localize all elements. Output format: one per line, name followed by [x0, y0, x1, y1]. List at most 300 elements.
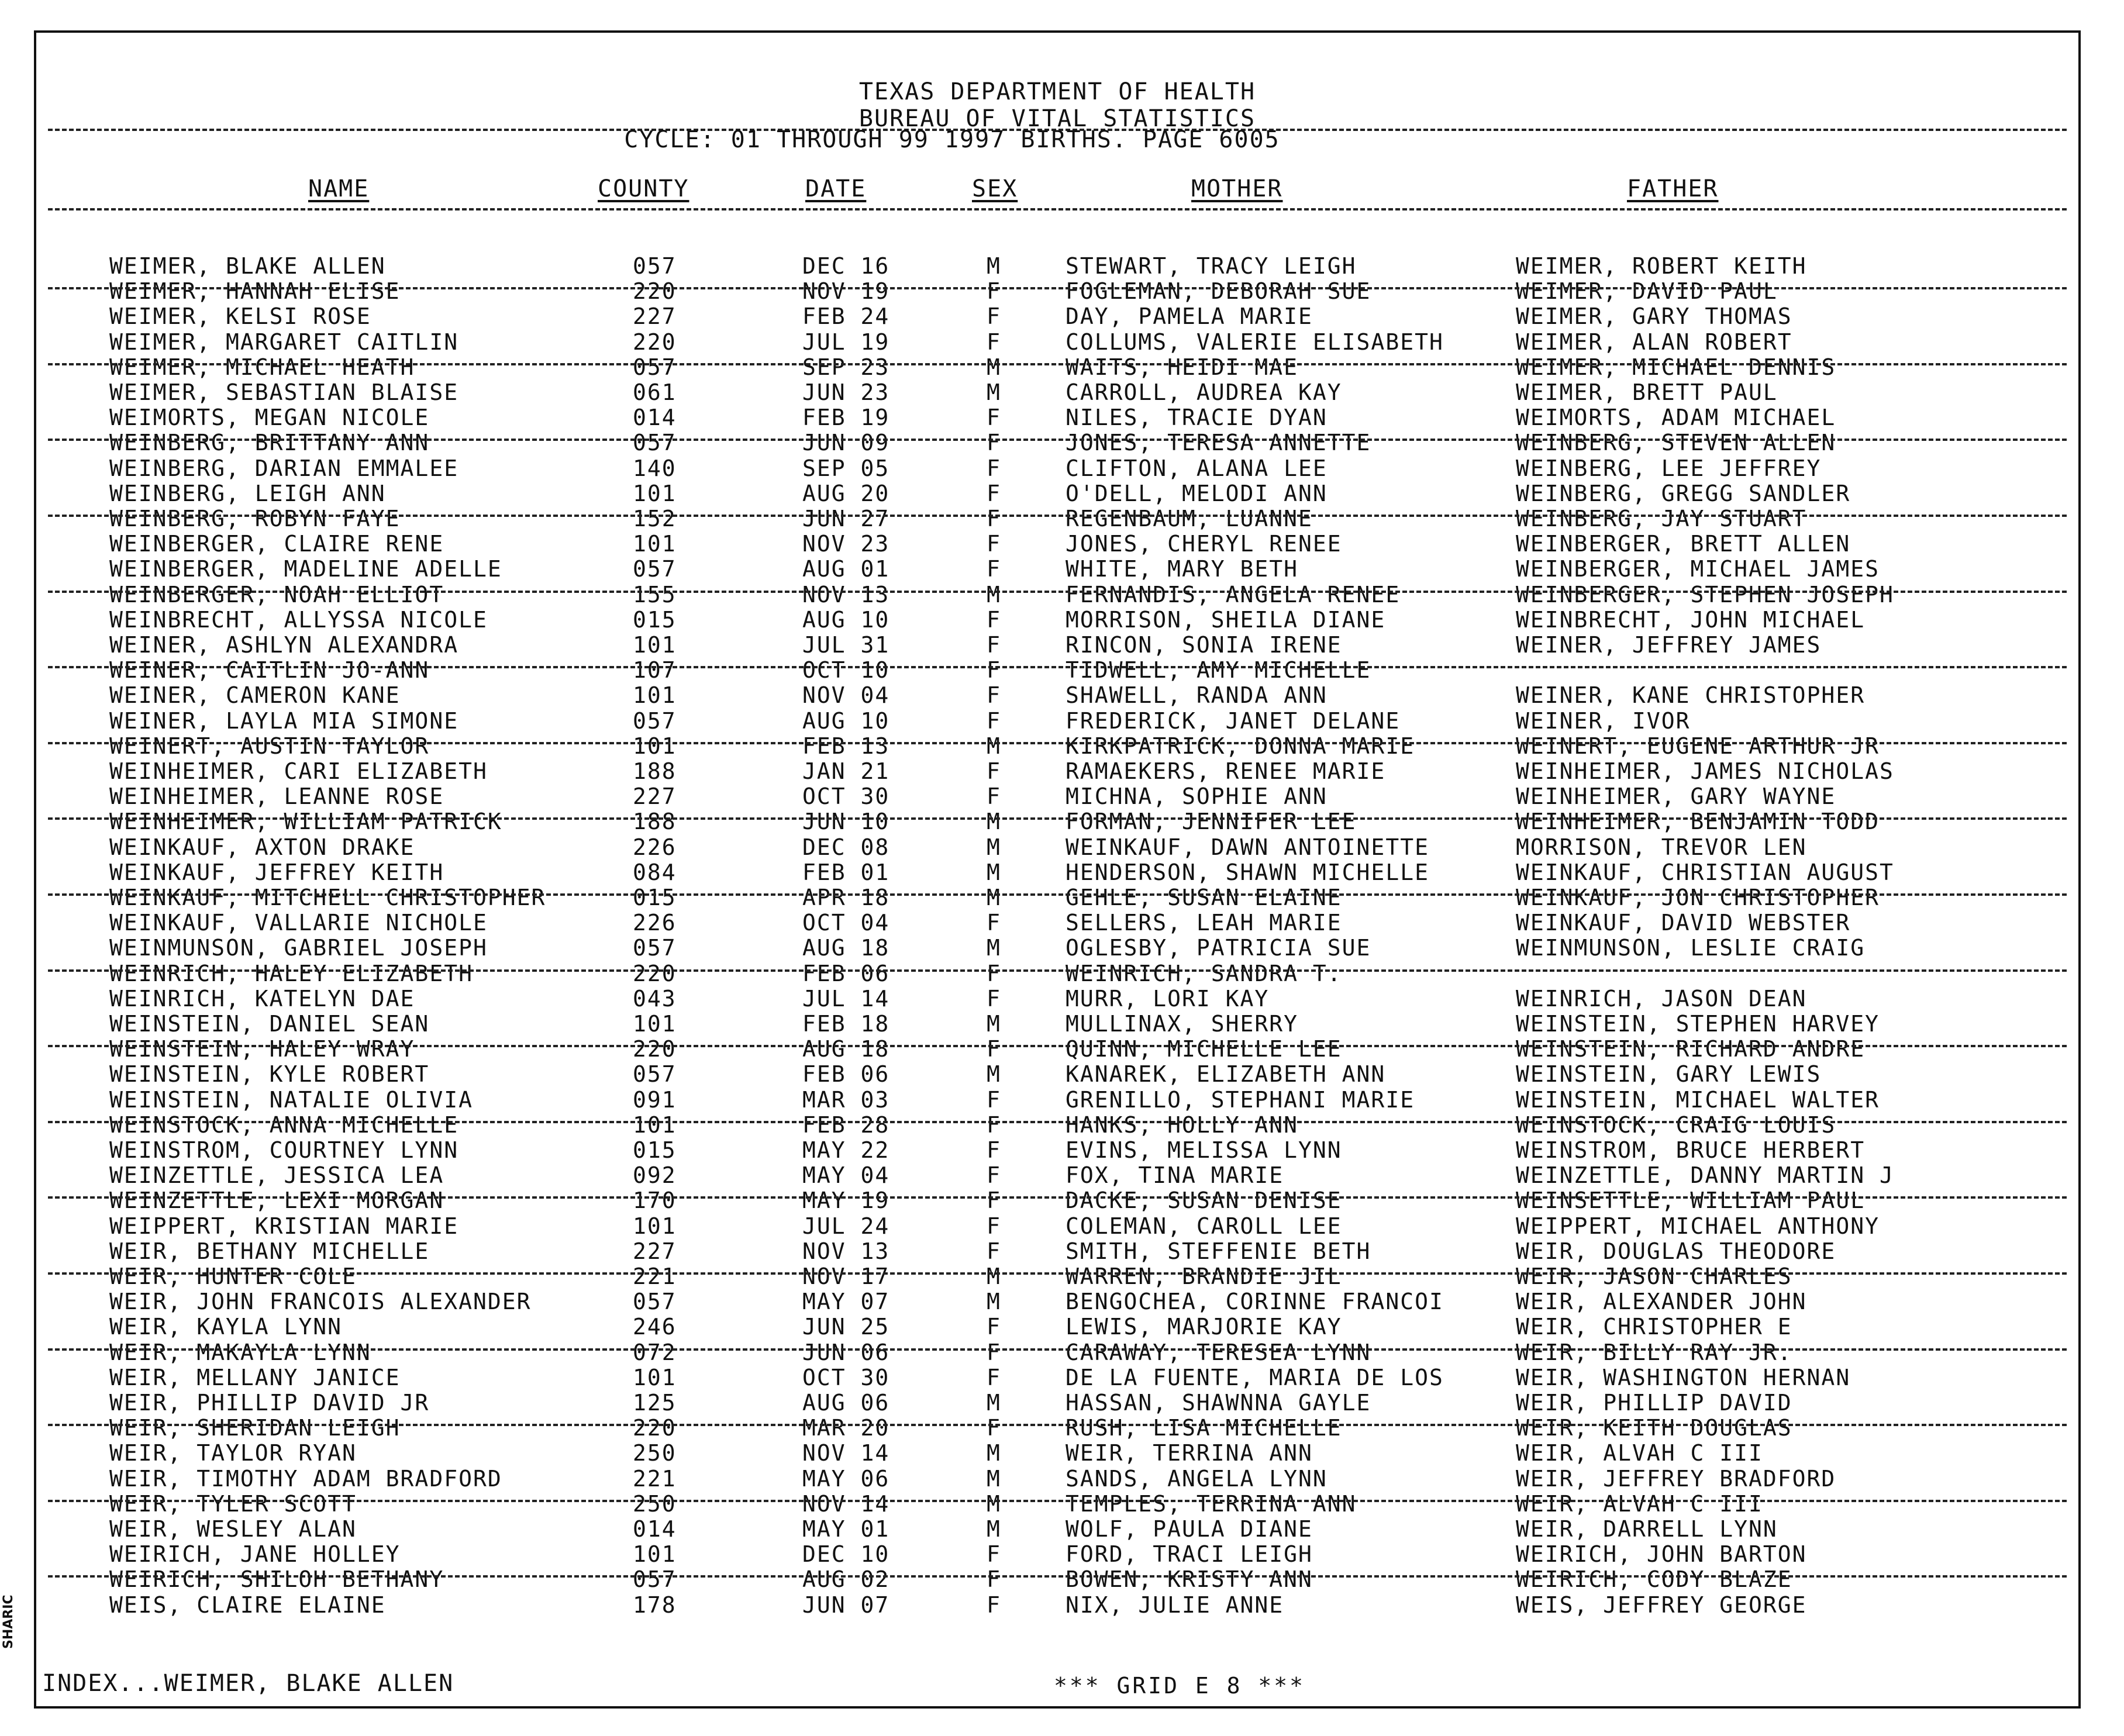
cell-sex: F — [987, 455, 1001, 481]
cell-father: WEINBERGER, MICHAEL JAMES — [1516, 556, 1880, 582]
cell-sex: F — [987, 784, 1001, 810]
cell-county: 250 — [633, 1490, 677, 1517]
cell-name: WEIR, JOHN FRANCOIS ALEXANDER — [109, 1289, 532, 1315]
cell-mother: TIDWELL, AMY MICHELLE — [1066, 657, 1371, 684]
table-row — [36, 481, 2078, 506]
cell-date: AUG 10 — [802, 606, 890, 633]
cell-name: WEINHEIMER, CARI ELIZABETH — [109, 758, 488, 784]
cell-sex: F — [987, 758, 1001, 784]
cell-county: 015 — [633, 885, 677, 910]
table-row — [36, 608, 2078, 633]
cell-sex: F — [987, 430, 1001, 456]
cell-county: 152 — [633, 506, 677, 532]
col-sex: SEX — [972, 175, 1018, 202]
table-row — [36, 1012, 2078, 1037]
cell-father: WEIR, WASHINGTON HERNAN — [1516, 1364, 1851, 1390]
cell-father: WEINSTEIN, STEPHEN HARVEY — [1516, 1011, 1880, 1037]
cell-father: WEIS, JEFFREY GEORGE — [1516, 1592, 1807, 1618]
cell-county: 057 — [633, 556, 677, 582]
cell-father: WEINER, IVOR — [1516, 707, 1691, 734]
cell-name: WEINKAUF, AXTON DRAKE — [109, 834, 415, 860]
col-county: COUNTY — [598, 175, 689, 202]
cell-date: NOV 23 — [802, 531, 890, 557]
cell-name: WEINSTEIN, KYLE ROBERT — [109, 1061, 430, 1088]
cell-date: AUG 01 — [802, 556, 890, 582]
cell-name: WEIR, WESLEY ALAN — [109, 1516, 357, 1542]
cell-sex: F — [987, 278, 1001, 305]
cell-name: WEINSTROM, COURTNEY LYNN — [109, 1137, 459, 1163]
cell-county: 188 — [633, 758, 677, 784]
table-row — [36, 405, 2078, 430]
table-row — [36, 986, 2078, 1012]
table-row — [36, 582, 2078, 608]
table-row — [36, 1365, 2078, 1390]
cell-mother: RUSH, LISA MICHELLE — [1066, 1415, 1342, 1441]
cell-father: WEINSTEIN, MICHAEL WALTER — [1516, 1086, 1880, 1113]
table-row — [36, 1088, 2078, 1113]
cell-name: WEIMER, BLAKE ALLEN — [109, 253, 386, 279]
cell-sex: F — [987, 329, 1001, 355]
document-frame — [34, 30, 2081, 1709]
cell-date: AUG 18 — [802, 1036, 890, 1062]
cell-county: 220 — [633, 960, 677, 986]
cell-mother: WEINRICH, SANDRA T. — [1066, 960, 1342, 986]
cell-name: WEINRICH, KATELYN DAE — [109, 985, 415, 1012]
cell-father: WEIMER, ALAN ROBERT — [1516, 329, 1792, 355]
cell-date: OCT 30 — [802, 784, 890, 810]
table-row — [36, 961, 2078, 986]
cell-sex: F — [987, 1112, 1001, 1138]
cell-mother: WARREN, BRANDIE JIL — [1066, 1264, 1342, 1289]
table-row — [36, 885, 2078, 910]
cell-father: WEIMER, BRETT PAUL — [1516, 379, 1778, 405]
cell-mother: LEWIS, MARJORIE KAY — [1066, 1314, 1342, 1340]
cell-county: 226 — [633, 910, 677, 936]
cell-father: WEINERT, EUGENE ARTHUR JR — [1516, 733, 1880, 759]
cell-father: WEIR, PHILLIP DAVID — [1516, 1390, 1792, 1416]
cell-mother: MORRISON, SHEILA DIANE — [1066, 606, 1386, 633]
table-row — [36, 1289, 2078, 1314]
cell-county: 057 — [633, 354, 677, 380]
col-mother: MOTHER — [1191, 175, 1283, 202]
cell-father: WEINZETTLE, DANNY MARTIN J — [1516, 1162, 1894, 1189]
cell-sex: F — [987, 606, 1001, 633]
cell-county: 092 — [633, 1162, 677, 1189]
cell-mother: HENDERSON, SHAWN MICHELLE — [1066, 859, 1429, 885]
cell-sex: F — [987, 1592, 1001, 1618]
cell-date: JUN 27 — [802, 506, 890, 532]
table-row — [36, 1492, 2078, 1517]
side-mark: SHARIC — [1, 1595, 16, 1649]
cell-mother: NILES, TRACIE DYAN — [1066, 405, 1328, 431]
cell-county: 014 — [633, 405, 677, 431]
table-row — [36, 1239, 2078, 1264]
cell-date: AUG 10 — [802, 707, 890, 734]
cell-date: JUN 09 — [802, 430, 890, 456]
cell-sex: M — [987, 733, 1001, 759]
cell-father: WEINBERGER, STEPHEN JOSEPH — [1516, 581, 1894, 608]
cell-date: FEB 06 — [802, 1061, 890, 1088]
cell-mother: RAMAEKERS, RENEE MARIE — [1066, 758, 1386, 784]
cell-name: WEINBERGER, MADELINE ADELLE — [109, 556, 502, 582]
cell-county: 057 — [633, 430, 677, 456]
cell-date: FEB 18 — [802, 1011, 890, 1037]
cell-county: 057 — [633, 707, 677, 734]
cell-mother: KIRKPATRICK, DONNA MARIE — [1066, 733, 1415, 759]
cell-father: WEINSETTLE, WILLIAM PAUL — [1516, 1188, 1866, 1214]
cell-father: WEINER, KANE CHRISTOPHER — [1516, 682, 1866, 709]
cell-mother: O'DELL, MELODI ANN — [1066, 480, 1328, 506]
cell-name: WEINHEIMER, WILLIAM PATRICK — [109, 809, 502, 835]
cell-county: 057 — [633, 1289, 677, 1315]
cell-name: WEINER, ASHLYN ALEXANDRA — [109, 632, 459, 658]
cell-mother: MICHNA, SOPHIE ANN — [1066, 784, 1328, 810]
cell-name: WEINSTEIN, NATALIE OLIVIA — [109, 1086, 473, 1113]
cell-date: JUN 23 — [802, 379, 890, 405]
cell-county: 072 — [633, 1339, 677, 1365]
col-father: FATHER — [1627, 175, 1719, 202]
cell-father: WEIRICH, CODY BLAZE — [1516, 1566, 1792, 1593]
cell-mother: FREDERICK, JANET DELANE — [1066, 707, 1401, 734]
cell-sex: M — [987, 1390, 1001, 1416]
cell-mother: NIX, JULIE ANNE — [1066, 1592, 1284, 1618]
cell-mother: FOGLEMAN, DEBORAH SUE — [1066, 278, 1371, 305]
cell-date: JUL 24 — [802, 1213, 890, 1239]
table-row — [36, 456, 2078, 481]
cell-sex: M — [987, 1289, 1001, 1315]
cell-county: 061 — [633, 379, 677, 405]
cell-father: WEIR, DARRELL LYNN — [1516, 1516, 1778, 1542]
cell-date: APR 18 — [802, 885, 890, 910]
table-row — [36, 1441, 2078, 1466]
cell-county: 101 — [633, 682, 677, 709]
cell-date: MAR 20 — [802, 1415, 890, 1441]
cell-sex: F — [987, 1086, 1001, 1113]
cell-date: JUL 14 — [802, 985, 890, 1012]
cell-name: WEINSTEIN, DANIEL SEAN — [109, 1011, 430, 1037]
cell-mother: BENGOCHEA, CORINNE FRANCOI — [1066, 1289, 1444, 1315]
cell-sex: M — [987, 885, 1001, 910]
cell-county: 057 — [633, 1566, 677, 1593]
cell-sex: F — [987, 1137, 1001, 1163]
cell-county: 220 — [633, 329, 677, 355]
cell-mother: KANAREK, ELIZABETH ANN — [1066, 1061, 1386, 1088]
cell-mother: BOWEN, KRISTY ANN — [1066, 1566, 1313, 1593]
cell-sex: F — [987, 506, 1001, 532]
cell-sex: F — [987, 1566, 1001, 1593]
cell-date: NOV 19 — [802, 278, 890, 305]
cell-name: WEIPPERT, KRISTIAN MARIE — [109, 1213, 459, 1239]
cell-name: WEINZETTLE, JESSICA LEA — [109, 1162, 444, 1189]
cell-name: WEINBERG, DARIAN EMMALEE — [109, 455, 459, 481]
cell-county: 084 — [633, 859, 677, 885]
cell-name: WEIRICH, JANE HOLLEY — [109, 1541, 401, 1568]
cell-mother: SMITH, STEFFENIE BETH — [1066, 1238, 1371, 1264]
table-row — [36, 835, 2078, 860]
cell-county: 043 — [633, 985, 677, 1012]
cell-county: 226 — [633, 834, 677, 860]
cell-father: WEIR, JASON CHARLES — [1516, 1264, 1792, 1289]
cell-sex: F — [987, 531, 1001, 557]
cell-date: AUG 06 — [802, 1390, 890, 1416]
cell-county: 227 — [633, 303, 677, 330]
cell-mother: WAITS, HEIDI MAE — [1066, 354, 1299, 380]
table-row — [36, 809, 2078, 834]
cell-name: WEIS, CLAIRE ELAINE — [109, 1592, 386, 1618]
cell-mother: FORMAN, JENNIFER LEE — [1066, 809, 1357, 835]
cell-county: 101 — [633, 632, 677, 658]
cell-father: WEINKAUF, CHRISTIAN AUGUST — [1516, 859, 1894, 885]
cell-name: WEINSTOCK, ANNA MICHELLE — [109, 1112, 459, 1138]
cell-date: MAY 04 — [802, 1162, 890, 1189]
cell-mother: EVINS, MELISSA LYNN — [1066, 1137, 1342, 1163]
cell-name: WEIR, TYLER SCOTT — [109, 1490, 357, 1517]
cell-mother: DAY, PAMELA MARIE — [1066, 303, 1313, 330]
table-row — [36, 658, 2078, 683]
cell-mother: WOLF, PAULA DIANE — [1066, 1516, 1313, 1542]
table-row — [36, 633, 2078, 658]
cell-name: WEINSTEIN, HALEY WRAY — [109, 1036, 415, 1062]
table-row — [36, 380, 2078, 405]
table-row — [36, 709, 2078, 734]
cell-father: WEINSTEIN, GARY LEWIS — [1516, 1061, 1822, 1088]
cell-sex: F — [987, 303, 1001, 330]
table-row — [36, 532, 2078, 557]
cell-mother: SELLERS, LEAH MARIE — [1066, 910, 1342, 936]
cell-father: WEINBERGER, BRETT ALLEN — [1516, 531, 1851, 557]
cell-date: OCT 04 — [802, 910, 890, 936]
cell-name: WEIR, MELLANY JANICE — [109, 1364, 401, 1390]
cell-sex: M — [987, 834, 1001, 860]
cell-county: 057 — [633, 1061, 677, 1088]
cell-name: WEINBERG, ROBYN FAYE — [109, 506, 401, 532]
cell-date: NOV 13 — [802, 1238, 890, 1264]
cell-name: WEINBERGER, NOAH ELLIOT — [109, 581, 444, 608]
cell-name: WEIMER, HANNAH ELISE — [109, 278, 401, 305]
cell-mother: TEMPLES, TERRINA ANN — [1066, 1490, 1357, 1517]
cell-sex: M — [987, 253, 1001, 279]
cell-date: MAR 03 — [802, 1086, 890, 1113]
cell-name: WEINERT, AUSTIN TAYLOR — [109, 733, 430, 759]
table-row — [36, 1416, 2078, 1441]
cell-sex: F — [987, 1364, 1001, 1390]
cell-father: WEIMER, DAVID PAUL — [1516, 278, 1778, 305]
cell-date: JUN 10 — [802, 809, 890, 835]
cell-county: 246 — [633, 1314, 677, 1340]
table-row — [36, 1314, 2078, 1340]
cell-date: FEB 19 — [802, 405, 890, 431]
table-row — [36, 784, 2078, 809]
cell-date: JUN 06 — [802, 1339, 890, 1365]
cell-father: WEINSTOCK, CRAIG LOUIS — [1516, 1112, 1836, 1138]
cell-name: WEIR, TAYLOR RYAN — [109, 1440, 357, 1466]
cell-mother: WHITE, MARY BETH — [1066, 556, 1299, 582]
cell-name: WEINER, CAITLIN JO-ANN — [109, 657, 430, 684]
cell-county: 057 — [633, 253, 677, 279]
cell-mother: FOX, TINA MARIE — [1066, 1162, 1284, 1189]
cell-name: WEINER, CAMERON KANE — [109, 682, 401, 709]
cell-name: WEIR, KAYLA LYNN — [109, 1314, 343, 1340]
table-row — [36, 1062, 2078, 1087]
cell-father: WEIRICH, JOHN BARTON — [1516, 1541, 1807, 1568]
cell-name: WEINKAUF, JEFFREY KEITH — [109, 859, 444, 885]
cell-name: WEINKAUF, VALLARIE NICHOLE — [109, 910, 488, 936]
cell-mother: RINCON, SONIA IRENE — [1066, 632, 1342, 658]
cell-mother: QUINN, MICHELLE LEE — [1066, 1036, 1342, 1062]
cell-name: WEIMER, KELSI ROSE — [109, 303, 371, 330]
table-row — [36, 1593, 2078, 1618]
cell-name: WEINMUNSON, GABRIEL JOSEPH — [109, 935, 488, 961]
cell-mother: FERNANDIS, ANGELA RENEE — [1066, 581, 1401, 608]
table-row — [36, 304, 2078, 329]
cell-date: MAY 07 — [802, 1289, 890, 1315]
cell-date: JUN 25 — [802, 1314, 890, 1340]
cell-sex: F — [987, 1162, 1001, 1189]
cell-mother: JONES, CHERYL RENEE — [1066, 531, 1342, 557]
cell-county: 125 — [633, 1390, 677, 1416]
cell-county: 101 — [633, 1364, 677, 1390]
table-row — [36, 1264, 2078, 1289]
cell-sex: F — [987, 910, 1001, 936]
cell-sex: M — [987, 1264, 1001, 1289]
cell-date: DEC 16 — [802, 253, 890, 279]
cell-name: WEIRICH, SHILOH BETHANY — [109, 1566, 444, 1593]
cell-sex: F — [987, 1339, 1001, 1365]
footer-grid: *** GRID E 8 *** — [1054, 1673, 1306, 1699]
cell-name: WEIMER, MARGARET CAITLIN — [109, 329, 459, 355]
cell-mother: GEHLE, SUSAN ELAINE — [1066, 885, 1342, 910]
cell-father: WEIMER, GARY THOMAS — [1516, 303, 1792, 330]
cell-father: WEINSTEIN, RICHARD ANDRE — [1516, 1036, 1866, 1062]
cell-name: WEIR, SHERIDAN LEIGH — [109, 1415, 401, 1441]
cell-mother: HANKS, HOLLY ANN — [1066, 1112, 1299, 1138]
cell-sex: M — [987, 935, 1001, 961]
cell-county: 220 — [633, 278, 677, 305]
table-row — [36, 1567, 2078, 1592]
cell-mother: WEIR, TERRINA ANN — [1066, 1440, 1313, 1466]
cell-date: NOV 13 — [802, 581, 890, 608]
cell-sex: F — [987, 657, 1001, 684]
cell-father: WEIMER, ROBERT KEITH — [1516, 253, 1807, 279]
cell-name: WEINBERG, LEIGH ANN — [109, 480, 386, 506]
table-row — [36, 557, 2078, 582]
cell-name: WEIMER, SEBASTIAN BLAISE — [109, 379, 459, 405]
table-row — [36, 1163, 2078, 1188]
cell-county: 015 — [633, 1137, 677, 1163]
table-row — [36, 1188, 2078, 1213]
cell-name: WEIMORTS, MEGAN NICOLE — [109, 405, 430, 431]
cell-date: JAN 21 — [802, 758, 890, 784]
cell-date: MAY 06 — [802, 1465, 890, 1492]
header-cycle: CYCLE: 01 THROUGH 99 1997 BIRTHS. PAGE 6005 — [624, 126, 1280, 153]
cell-mother: WEINKAUF, DAWN ANTOINETTE — [1066, 834, 1429, 860]
cell-date: AUG 20 — [802, 480, 890, 506]
cell-father: WEINSTROM, BRUCE HERBERT — [1516, 1137, 1866, 1163]
cell-name: WEINBRECHT, ALLYSSA NICOLE — [109, 606, 488, 633]
cell-county: 178 — [633, 1592, 677, 1618]
cell-father: WEIR, CHRISTOPHER E — [1516, 1314, 1792, 1340]
cell-mother: MURR, LORI KAY — [1066, 985, 1270, 1012]
cell-sex: F — [987, 707, 1001, 734]
table-row — [36, 734, 2078, 759]
cell-mother: CARROLL, AUDREA KAY — [1066, 379, 1342, 405]
cell-name: WEINKAUF, MITCHELL CHRISTOPHER — [109, 885, 546, 910]
cell-sex: F — [987, 1213, 1001, 1239]
cell-sex: F — [987, 960, 1001, 986]
cell-father: WEINHEIMER, JAMES NICHOLAS — [1516, 758, 1894, 784]
cell-name: WEIR, MAKAYLA LYNN — [109, 1339, 371, 1365]
cell-date: OCT 30 — [802, 1364, 890, 1390]
table-row — [36, 1390, 2078, 1416]
cell-sex: F — [987, 1415, 1001, 1441]
cell-father: WEIR, ALVAH C III — [1516, 1440, 1763, 1466]
cell-date: MAY 22 — [802, 1137, 890, 1163]
cell-date: SEP 05 — [802, 455, 890, 481]
table-row — [36, 759, 2078, 784]
table-row — [36, 860, 2078, 885]
cell-date: DEC 08 — [802, 834, 890, 860]
cell-sex: M — [987, 1440, 1001, 1466]
cell-date: AUG 02 — [802, 1566, 890, 1593]
cell-county: 101 — [633, 480, 677, 506]
cell-father: WEINBRECHT, JOHN MICHAEL — [1516, 606, 1866, 633]
cell-county: 101 — [633, 531, 677, 557]
cell-date: NOV 14 — [802, 1490, 890, 1517]
table-row — [36, 1037, 2078, 1062]
cell-sex: F — [987, 1036, 1001, 1062]
cell-sex: F — [987, 1314, 1001, 1340]
table-row — [36, 683, 2078, 708]
cell-sex: F — [987, 556, 1001, 582]
cell-father: WEINKAUF, DAVID WEBSTER — [1516, 910, 1851, 936]
cell-mother: DE LA FUENTE, MARIA DE LOS — [1066, 1364, 1444, 1390]
cell-name: WEINER, LAYLA MIA SIMONE — [109, 707, 459, 734]
cell-sex: M — [987, 809, 1001, 835]
cell-county: 101 — [633, 733, 677, 759]
table-row — [36, 506, 2078, 532]
cell-county: 220 — [633, 1036, 677, 1062]
cell-sex: M — [987, 1465, 1001, 1492]
cell-date: AUG 18 — [802, 935, 890, 961]
cell-father: WEINBERG, LEE JEFFREY — [1516, 455, 1822, 481]
cell-father: MORRISON, TREVOR LEN — [1516, 834, 1807, 860]
cell-sex: F — [987, 1541, 1001, 1568]
cell-county: 101 — [633, 1112, 677, 1138]
cell-date: MAY 19 — [802, 1188, 890, 1214]
cell-sex: M — [987, 1011, 1001, 1037]
cell-county: 227 — [633, 1238, 677, 1264]
cell-date: NOV 14 — [802, 1440, 890, 1466]
cell-mother: SHAWELL, RANDA ANN — [1066, 682, 1328, 709]
cell-name: WEINZETTLE, LEXI MORGAN — [109, 1188, 444, 1214]
cell-county: 140 — [633, 455, 677, 481]
cell-date: NOV 17 — [802, 1264, 890, 1289]
columns-divider — [48, 208, 2067, 210]
cell-county: 057 — [633, 935, 677, 961]
table-row — [36, 1138, 2078, 1163]
cell-name: WEIR, HUNTER COLE — [109, 1264, 357, 1289]
cell-father: WEIR, BILLY RAY JR. — [1516, 1339, 1792, 1365]
cell-name: WEIR, BETHANY MICHELLE — [109, 1238, 430, 1264]
cell-sex: F — [987, 480, 1001, 506]
header-line-1: TEXAS DEPARTMENT OF HEALTH — [858, 78, 1256, 105]
cell-sex: F — [987, 682, 1001, 709]
cell-father: WEIMER, MICHAEL DENNIS — [1516, 354, 1836, 380]
col-date: DATE — [805, 175, 867, 202]
cell-father: WEINHEIMER, GARY WAYNE — [1516, 784, 1836, 810]
cell-name: WEIR, TIMOTHY ADAM BRADFORD — [109, 1465, 502, 1492]
cell-county: 170 — [633, 1188, 677, 1214]
